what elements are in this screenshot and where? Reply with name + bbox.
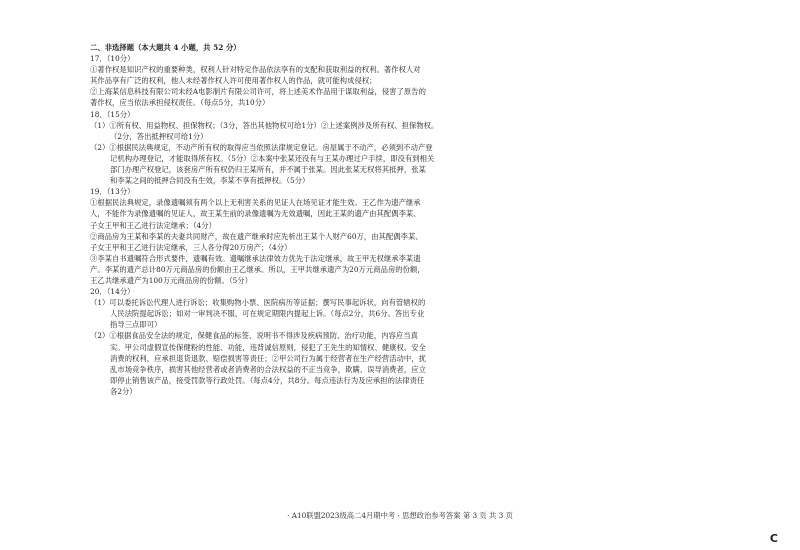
text-line: 人民法院提起诉讼；如对一审判决不服，可在规定期限内提起上诉。（每点2分，共6分。答出专业 — [110, 309, 425, 319]
text-line: 实。甲公司虚假宣传保健粉的性能、功能，违背诚信原则，侵犯了王先生的知情权、健康权、安全 — [110, 342, 426, 352]
text-line: （2）①根据民法典规定，不动产所有权的取得应当依照法律规定登记。房屋属于不动产，必须到不动产登 — [90, 142, 433, 152]
text-line: （2分，答出抵押权可给1分） — [110, 131, 208, 141]
text-line: 部门办理产权登记，该套房产所有权仍归王某所有，并不属于张某。因此张某无权将其抵押，张某 — [110, 165, 426, 175]
text-line: 消费的权利，应承担退货退款、赔偿损害等责任；②甲公司行为属于经营者在生产经营活动中，扰 — [110, 353, 426, 363]
text-line: 乱市场竞争秩序，损害其他经营者或者消费者的合法权益的不正当竞争，欺瞒、误导消费者，应立 — [110, 364, 426, 374]
answer-content — [90, 42, 730, 397]
text-line: 产。李某的遗产总计80万元商品房的份额由王乙继承。所以，王甲共继承遗产为20万元商品房的份额， — [90, 264, 425, 274]
text-line: 子女王甲和王乙进行法定继承，三人各分得20万房产；（4分） — [90, 242, 292, 252]
text-line: ②商品房为王某和李某的夫妻共同财产，故在遗产继承时应先析出王某个人财产60万，由其配偶李某、 — [90, 231, 423, 241]
text-line: 人，不能作为录像遗嘱的见证人，故王某生前的录像遗嘱为无效遗嘱，因此王某的遗产由其配偶李某、 — [90, 209, 421, 219]
page-footer: · A10联盟2023级高二4月期中考 · 思想政治参考答案 第 3 页 共 3 页 — [287, 511, 513, 520]
section-title: 二、非选择题（本大题共 4 小题，共 52 分） — [90, 43, 241, 52]
text-line: （1）可以委托诉讼代理人进行诉讼；收集购物小票、医院病历等证据；撰写民事起诉状，向有管辖权的 — [90, 298, 426, 308]
text-line: ①著作权是知识产权的重要种类，权利人针对特定作品依法享有的支配和获取利益的权利。著作权人对 — [90, 65, 421, 75]
text-line: 19．（13分） — [90, 187, 135, 197]
text-line: 记机构办理登记，才能取得所有权。（5分）②本案中张某还没有与王某办理过户手续，即没有到相关 — [110, 153, 435, 163]
answer-lines — [90, 53, 730, 397]
text-line: （2）①根据食品安全法的规定，保健食品的标签、说明书不得涉及疾病预防、治疗功能，内容应当真 — [90, 331, 418, 341]
corner-mark: C — [769, 532, 778, 545]
text-line: 著作权，应当依法承担侵权责任。（每点5分，共10分） — [90, 98, 270, 108]
text-line: 17．（10分） — [90, 54, 135, 64]
text-line: 其作品享有广泛的权利，他人未经著作权人许可使用著作权人的作品，就可能构成侵权； — [90, 76, 377, 86]
text-line: 即停止销售该产品，接受罚款等行政处罚。（每点4分，共8分。每点违法行为及应承担的法律责任 — [110, 375, 425, 385]
text-line: ①根据民法典规定，录像遗嘱须有两个以上无利害关系的见证人在场见证才能生效。王乙作为遗产继承 — [90, 198, 421, 208]
text-line: 王乙共继承遗产为100万元商品房的份额。（5分） — [90, 275, 253, 285]
text-line: 各2分） — [110, 386, 137, 396]
text-line: 20．（14分） — [90, 287, 135, 297]
text-line: 和李某之间的抵押合同没有生效，李某不享有抵押权。（5分） — [110, 176, 310, 186]
text-line: ③李某自书遗嘱符合形式要件，遗嘱有效。遗嘱继承法律效力优先于法定继承，故王甲无权继承李某遗 — [90, 253, 421, 263]
text-line: 18．（15分） — [90, 109, 135, 119]
text-line: ②上海某信息科技有限公司未经A电影制片有限公司许可，将上述美术作品用于谋取利益，侵害了原告的 — [90, 87, 426, 97]
text-line: 子女王甲和王乙进行法定继承；（4分） — [90, 220, 216, 230]
text-line: （1）①所有权、用益物权、担保物权；（3分，答出其他物权可给1分）②上述案例涉及所有权、担保物权。 — [90, 120, 439, 130]
text-line: 指导三点即可） — [110, 320, 162, 330]
